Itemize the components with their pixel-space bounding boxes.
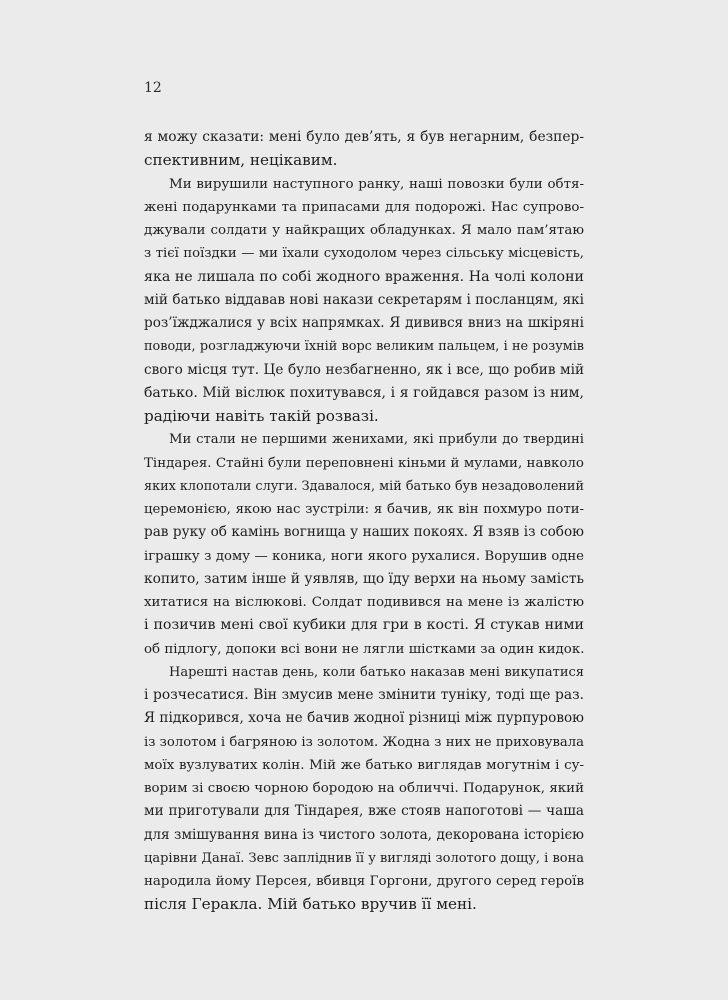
paragraph-first-line: Ми вирушили наступного ранку, наші повозки були обтя-: [169, 176, 584, 192]
text-line: спективним, нецікавим.: [144, 151, 338, 170]
text-line: яких клопотали слуги. Здавалося, мій батько був незадоволений: [144, 478, 584, 494]
text-line: моїх вузлуватих колін. Мій же батько виглядав могутнім і су-: [144, 757, 584, 773]
text-line: копито, затим інше й уявляв, що їду верхи на ньому замість: [144, 570, 584, 587]
text-line: свого місця тут. Це було незбагненно, як і все, що робив мій: [144, 361, 584, 378]
paragraph-first-line: Ми стали не першими женихами, які прибули до твердині: [169, 432, 584, 448]
text-line: жені подарунками та припасами для подорожі. Нас супрово-: [144, 199, 584, 215]
text-line: рав руку об камінь вогнища у наших покоях. Я взяв із собою: [144, 524, 584, 541]
page-number: 12: [144, 80, 162, 96]
text-line: радіючи навіть такій розвазі.: [144, 407, 379, 425]
text-line: роз’їжджалися у всіх напрямках. Я дивився вниз на шкіряні: [144, 315, 584, 331]
text-line: хитатися на віслюкові. Солдат подивився на мене із жалістю: [144, 595, 584, 610]
text-line: для змішування вина із чистого золота, декорована історією: [144, 826, 584, 843]
body-text: [144, 126, 584, 917]
text-line: іграшку з дому — коника, ноги якого рухалися. Ворушив одне: [144, 548, 584, 564]
text-line: Тіндарея. Стайні були переповнені кіньми й мулами, навколо: [144, 455, 584, 471]
text-line: церемонією, якою нас зустріли: я бачив, як він похмуро поти-: [144, 502, 584, 517]
text-line: з тієї поїздки — ми їхали суходолом через сільську місцевість,: [144, 246, 584, 262]
paragraph-first-line: Нарешті настав день, коли батько наказав мені викупатися: [169, 664, 584, 680]
text-line: народила йому Персея, вбивця Горгони, другого серед героїв: [144, 874, 584, 889]
text-line: ворим зі своєю чорною бородою на обличчі. Подарунок, який: [144, 781, 584, 796]
text-line: і позичив мені свої кубики для гри в кості. Я стукав ними: [144, 617, 584, 634]
text-line: я можу сказати: мені було дев’ять, я був негарним, безпер-: [144, 129, 584, 145]
text-line: Я підкорився, хоча не бачив жодної різниці між пурпуровою: [144, 710, 584, 727]
text-line: джували солдати у найкращих обладунках. Я мало пам’ятаю: [144, 223, 584, 238]
text-line: об підлогу, допоки всі вони не лягли шістками за один кидок.: [144, 641, 585, 657]
text-line: із золотом і багряною із золотом. Жодна з них не приховувала: [144, 734, 584, 750]
text-line: ми приготували для Тіндарея, вже стояв напоготові — чаша: [144, 803, 584, 820]
text-line: поводи, розгладжуючи їхній ворс великим пальцем, і не розумів: [144, 339, 584, 355]
text-line: яка не лишала по собі жодного враження. На чолі колони: [144, 268, 584, 285]
text-line: царівни Данаї. Зевс запліднив її у вигляді золотого дощу, і вона: [144, 850, 585, 866]
text-line: після Геракла. Мій батько вручив її мені.: [144, 895, 477, 914]
text-line: батько. Мій віслюк похитувався, і я гойдався разом із ним,: [144, 384, 584, 401]
text-line: і розчесатися. Він змусив мене змінити туніку, тоді ще раз.: [144, 687, 584, 703]
text-line: мій батько віддавав нові накази секретарям і посланцям, які: [144, 291, 584, 308]
